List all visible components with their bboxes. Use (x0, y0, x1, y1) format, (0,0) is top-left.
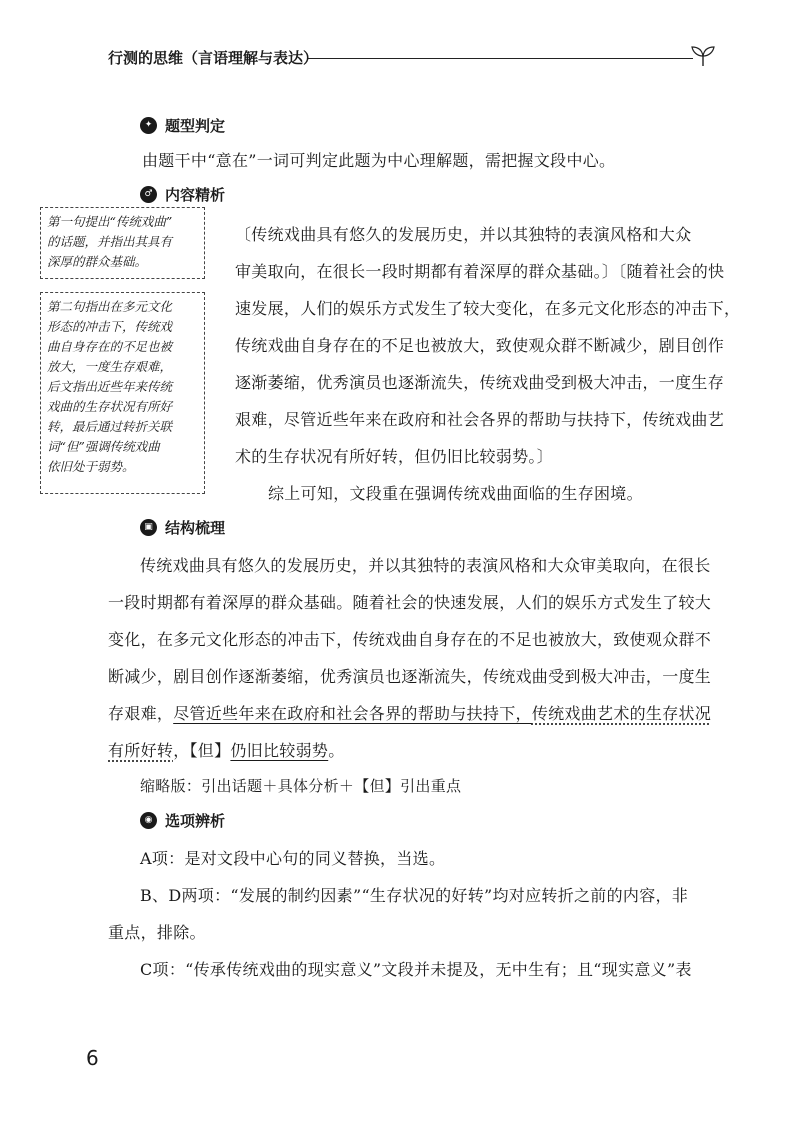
option-a: A项：是对文段中心句的同义替换，当选。 (140, 849, 446, 868)
passage-line-7: 术的生存状况有所好转，但仍旧比较弱势。〕 (235, 447, 554, 466)
side-note-1: 第一句提出“传统戏曲” 的话题，并指出其具有 深厚的群众基础。 (40, 207, 205, 279)
section-options-heading: ◉ 选项辨析 (140, 808, 225, 832)
passage-line-1: 〔传统戏曲具有悠久的发展历史，并以其独特的表演风格和大众 (235, 225, 692, 244)
header-title: 行测的思维（言语理解与表达） (108, 49, 319, 67)
passage-line-3: 速发展，人们的娱乐方式发生了较大变化，在多元文化形态的冲击下， (235, 299, 741, 318)
structure-line-2: 一段时期都有着深厚的群众基础。随着社会的快速发展，人们的娱乐方式发生了较大 (108, 593, 712, 612)
passage-line-6: 艰难，尽管近些年来在政府和社会各界的帮助与扶持下，传统戏曲艺 (235, 410, 725, 429)
underline-key-point: 仍旧比较弱势 (230, 741, 329, 760)
structure-line-4: 断减少，剧目创作逐渐萎缩，优秀演员也逐渐流失，传统戏曲受到极大冲击，一度生 (108, 667, 712, 686)
passage-summary: 综上可知，文段重在强调传统戏曲面临的生存困境。 (268, 484, 643, 503)
structure-icon: ▣ (140, 519, 157, 536)
passage-line-2: 审美取向，在很长一段时期都有着深厚的群众基础。〕〔随着社会的快 (235, 262, 725, 281)
structure-brief: 缩略版：引出话题＋具体分析＋【但】引出重点 (140, 777, 462, 795)
side-note-2: 第二句指出在多元文化 形态的冲击下，传统戏 曲自身存在的不足也被 放大，一度生存艰难， 后文指出近些年来传统 戏曲的生存状况有所好 转，最后通过转折关联 词“但”强调传统戏曲 依旧处于弱势。 (40, 292, 205, 494)
page-number: 6 (86, 1046, 99, 1070)
header-rule (308, 58, 693, 59)
structure-line-5: 存艰难，尽管近些年来在政府和社会各界的帮助与扶持下，传统戏曲艺术的生存状况 (108, 704, 712, 723)
dotted-emphasis: 传统戏曲艺术的生存状况 (531, 704, 712, 723)
option-bd-line-2: 重点，排除。 (108, 923, 206, 942)
section-content-analysis-heading: ♂ 内容精析 (140, 182, 225, 206)
option-bd-line-1: B、D两项：“发展的制约因素”“生存状况的好转”均对应转折之前的内容，非 (140, 886, 689, 905)
structure-line-6: 有所好转，【但】仍旧比较弱势。 (108, 741, 345, 760)
type-judge-text: 由题干中“意在”一词可判定此题为中心理解题，需把握文段中心。 (142, 151, 616, 170)
option-c: C项：“传承传统戏曲的现实意义”文段并未提及，无中生有；且“现实意义”表 (140, 960, 692, 979)
magnifier-icon: ♂ (140, 186, 157, 203)
underline-support: 尽管近些年来在政府和社会各界的帮助与扶持下， (173, 704, 532, 723)
section-structure-heading: ▣ 结构梳理 (140, 515, 225, 539)
dotted-emphasis-end: 有所好转 (108, 741, 174, 760)
gear-icon: ✦ (140, 117, 157, 134)
structure-line-1: 传统戏曲具有悠久的发展历史，并以其独特的表演风格和大众审美取向，在很长 (140, 556, 711, 575)
section-type-judge-heading: ✦ 题型判定 (140, 113, 225, 137)
page-header (108, 45, 708, 75)
passage-line-5: 逐渐萎缩，优秀演员也逐渐流失，传统戏曲受到极大冲击，一度生存 (235, 373, 725, 392)
structure-line-3: 变化，在多元文化形态的冲击下，传统戏曲自身存在的不足也被放大，致使观众群不 (108, 630, 712, 649)
sprout-icon (688, 45, 718, 67)
options-icon: ◉ (140, 812, 157, 829)
passage-line-4: 传统戏曲自身存在的不足也被放大，致使观众群不断减少，剧目创作 (235, 336, 725, 355)
